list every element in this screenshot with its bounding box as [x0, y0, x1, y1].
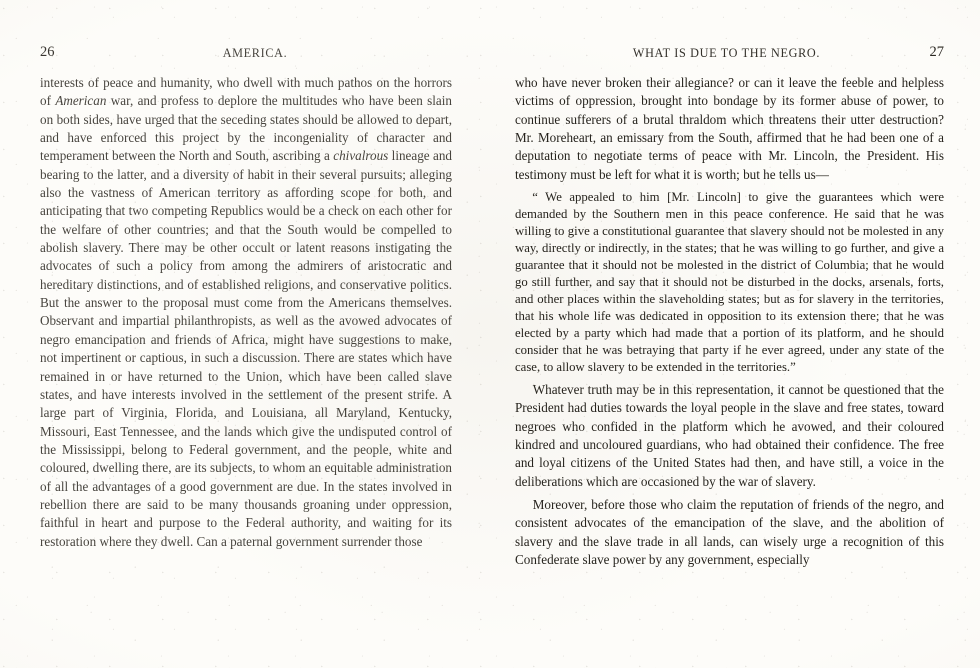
- running-head-left: [40, 44, 452, 74]
- running-head-right: [515, 44, 944, 74]
- running-head-title-left: AMERICA.: [222, 46, 288, 60]
- body-text-left: [40, 74, 452, 551]
- paragraph-block: [40, 74, 452, 551]
- text-run: Moreover, before those who claim the reputation of friends of the negro, and consistent advocates of the emancipation of the slave, and the abolition of slavery and the slave trade in all lands, can wisely urge a recognition of this Confederate slave power by any government, especially: [515, 497, 944, 568]
- paragraph-block: [515, 496, 944, 569]
- text-run: who have never broken their allegiance? or can it leave the feeble and helpless victims of oppression, brought into bondage by its former abuse of power, to continue sufferers of a brutal thraldom which threatens their utter destruction? Mr. Moreheart, an emissary from the South, affirmed that he had been one of a deputation to negotiate terms of peace with Mr. Lincoln, the President. His testimony must be left for what it is worth; but he tells us—: [515, 75, 944, 182]
- text-run: interests of peace and humanity, who dwell with much pathos on the horrors of: [40, 75, 452, 109]
- paragraph: [515, 74, 944, 184]
- text-run: lineage and bearing to the latter, and a diversity of habit in their several pursuits; alleging also the vastness of American territory as affording scope for both, and anticipating that two competing Republics would be a check on each other for the welfare of other countries; and that the South would be compelled to abolish slavery. There may be other occult or latent reasons instigating the advocates of such a policy from among the admirers of aristocratic and hereditary distinctions, and of established religions, and conservative politics. But the answer to the proposal must come from the Americans themselves. Observant and impartial philanthropists, as well as the avowed advocates of negro emancipation and friends of Africa, might have suggestions to make, not impertinent or captious, in such a discussion. There are states which have remained in or have returned to the Union, which have been called slave states, and have interests involved in the settlement of the present strife. A large part of Virginia, Florida, and Louisiana, all Maryland, Kentucky, Missouri, East Tennessee, and the lands which give the undisputed control of the Mississippi, belong to Federal government, and the people, white and coloured, dwelling there, are its subjects, to whom an equitable administration of all the advantages of a good government are due. In the states involved in rebellion there are said to be many thousands groaning under oppression, faithful in heart and purpose to the Federal authority, and waiting for its restoration where they dwell. Can a paternal government surrender those: [40, 148, 452, 549]
- paragraph-block: [515, 74, 944, 184]
- running-head-title-right: WHAT IS DUE TO THE NEGRO.: [632, 46, 821, 60]
- body-text-right: [515, 74, 944, 570]
- text-run: Whatever truth may be in this representation, it cannot be questioned that the President had duties towards the loyal people in the slave and free states, toward negroes who confided in the platform which he avowed, and their coloured kindred and uncoloured guardians, who had obtained their confidence. The free and loyal citizens of the United States had then, and have still, a voice in the deliberations which are occasioned by the war of slavery.: [515, 382, 944, 489]
- italic-run: chivalrous: [333, 148, 389, 164]
- paragraph-block: [515, 381, 944, 491]
- text-run: “ We appealed to him [Mr. Lincoln] to give the guarantees which were demanded by the Southern men in this peace conference. He said that he was willing to give a constitutional guarantee that slavery should not be molested in any way, directly or indirectly, in the states; that he was willing to go further, and give a guarantee that it should not be molested in the district of Columbia; that he would go still further, and say that it should not be disturbed in the docks, arsenals, forts, and other places within the slaveholding states; but as for slavery in the territories, that his whole life was dedicated in opposition to its extension there; that he was elected by a party which had made that a portion of its platform, and he should consider that he was betraying that party if he ever agreed, under any state of the case, to allow slavery to be extended in the territories.”: [515, 190, 944, 375]
- text-run: war, and profess to deplore the multitudes who have been slain on both sides, have urged that the seceding states should be allowed to depart, and have enforced this project by the incongeniality of character and temperament between the North and South, ascribing a: [40, 93, 452, 164]
- paragraph: [515, 189, 944, 376]
- folio-right: 27: [929, 44, 944, 60]
- italic-run: American: [55, 93, 107, 109]
- paragraph: [515, 381, 944, 491]
- page-recto: [490, 0, 980, 668]
- paragraph: [40, 74, 452, 551]
- block-quotation: [515, 189, 944, 376]
- folio-left: 26: [40, 44, 55, 60]
- paragraph: [515, 496, 944, 569]
